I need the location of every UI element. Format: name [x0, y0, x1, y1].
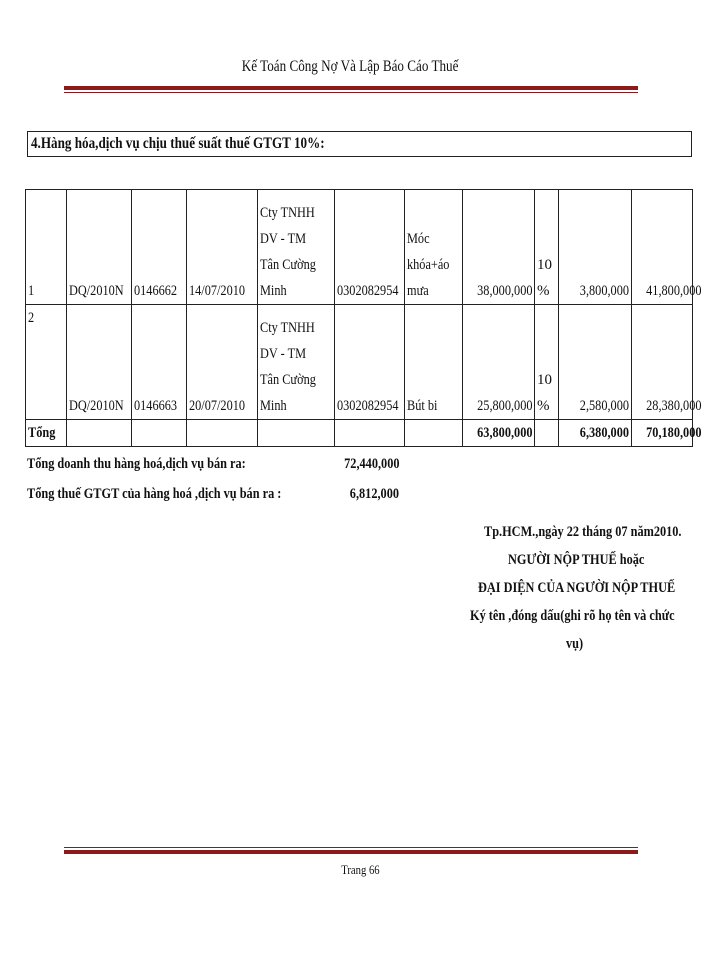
- row-total: 41,800,000: [632, 190, 693, 305]
- invoice-table: [25, 189, 702, 447]
- summary-vat-label: Tổng thuế GTGT của hàng hoá ,dịch vụ bán ra :: [27, 486, 282, 502]
- summary-revenue-label: Tổng doanh thu hàng hoá,dịch vụ bán ra:: [27, 456, 246, 472]
- row-tax-code: 0302082954: [335, 305, 405, 420]
- section-heading-text: 4.Hàng hóa,dịch vụ chịu thuế suất thuế GTGT 10%:: [31, 135, 325, 152]
- total-total: 70,180,000: [632, 420, 693, 447]
- footer-rule-thick: [64, 850, 638, 854]
- row-rate: 10 %: [535, 305, 559, 420]
- row-amount: 25,800,000: [463, 305, 535, 420]
- header-rule-thin: [64, 92, 638, 93]
- row-buyer: Cty TNHH DV - TM Tân Cường Minh: [258, 190, 335, 305]
- row-stt: 1: [26, 190, 67, 305]
- total-amount: 63,800,000: [463, 420, 535, 447]
- row-tax: 3,800,000: [559, 190, 632, 305]
- summary-revenue: [27, 456, 399, 473]
- page-header-title: [0, 58, 700, 76]
- total-tax: 6,380,000: [559, 420, 632, 447]
- summary-vat-value: 6,812,000: [349, 486, 399, 502]
- row-item: Móc khóa+áo mưa: [405, 190, 463, 305]
- summary-vat: [27, 486, 399, 503]
- header-title-text: Kế Toán Công Nợ Và Lập Báo Cáo Thuế: [241, 58, 459, 75]
- table-row: [26, 190, 693, 305]
- total-label: Tổng: [26, 420, 67, 447]
- row-series: DQ/2010N: [67, 190, 132, 305]
- signature-line-4: vụ): [566, 636, 584, 652]
- row-series: DQ/2010N: [67, 305, 132, 420]
- signature-line-2: ĐẠI DIỆN CỦA NGƯỜI NỘP THUẾ: [478, 580, 676, 596]
- row-tax-code: 0302082954: [335, 190, 405, 305]
- row-rate: 10 %: [535, 190, 559, 305]
- header-rule-thick: [64, 86, 638, 90]
- row-date: 20/07/2010: [187, 305, 258, 420]
- row-amount: 38,000,000: [463, 190, 535, 305]
- row-date: 14/07/2010: [187, 190, 258, 305]
- signature-date: Tp.HCM.,ngày 22 tháng 07 năm2010.: [484, 524, 682, 540]
- row-tax: 2,580,000: [559, 305, 632, 420]
- page-number: Trang 66: [340, 862, 380, 877]
- row-invoice-no: 0146662: [132, 190, 187, 305]
- row-buyer: Cty TNHH DV - TM Tân Cường Minh: [258, 305, 335, 420]
- table-total-row: [26, 420, 693, 447]
- signature-line-3: Ký tên ,đóng dấu(ghi rõ họ tên và chức: [470, 608, 675, 624]
- row-stt: 2: [26, 305, 67, 420]
- table-row: [26, 305, 693, 420]
- summary-revenue-value: 72,440,000: [343, 456, 399, 472]
- section-heading: [27, 131, 692, 157]
- row-invoice-no: 0146663: [132, 305, 187, 420]
- signature-block: [430, 518, 700, 658]
- row-item: Bút bi: [405, 305, 463, 420]
- signature-line-1: NGƯỜI NỘP THUẾ hoặc: [508, 552, 645, 568]
- row-total: 28,380,000: [632, 305, 693, 420]
- footer-rule-thin: [64, 847, 638, 848]
